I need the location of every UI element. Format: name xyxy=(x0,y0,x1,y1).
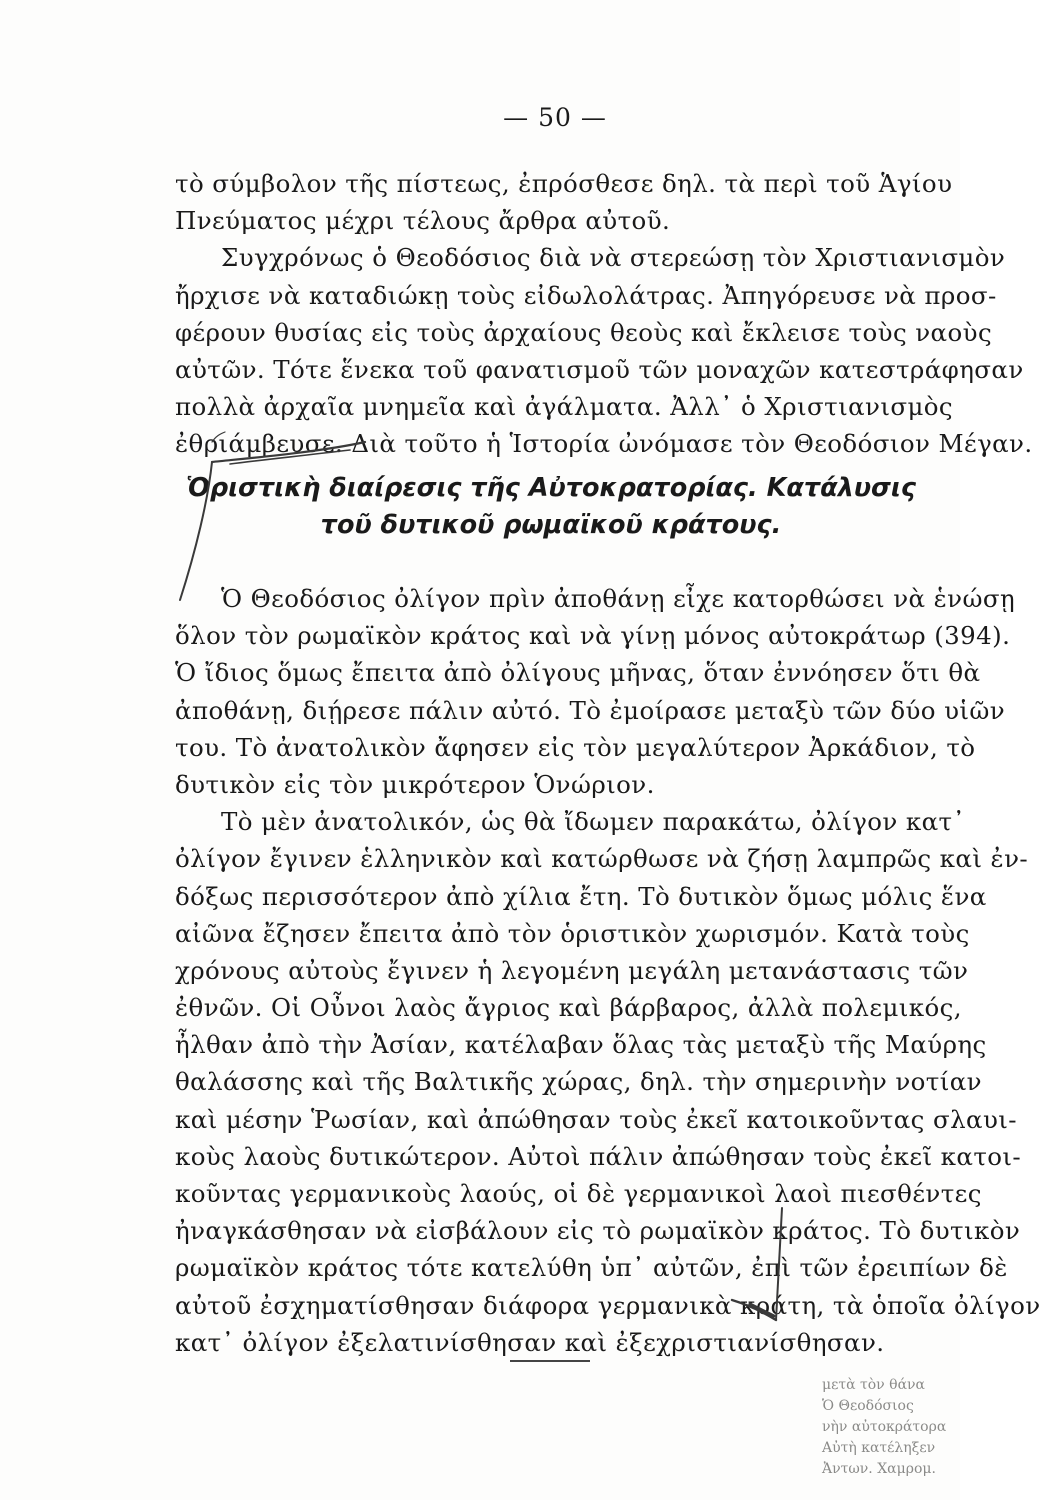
text-line: δυτικὸν εἰς τὸν μικρότερον Ὁνώριον. xyxy=(175,769,655,799)
page-number: — 50 — xyxy=(503,103,607,132)
text-line: ἐθριάμβευσε. Διὰ τοῦτο ἡ Ἱστορία ὠνόμασε τὸν Θεοδόσιον Μέγαν. xyxy=(175,429,1033,459)
text-line: τὸ σύμβολον τῆς πίστεως, ἐπρόσθεσε δηλ. τὰ περὶ τοῦ Ἁγίου xyxy=(175,169,953,198)
paragraphs-after-heading xyxy=(175,580,1041,1361)
bleed-line: Ὁ Θεοδόσιος xyxy=(822,1398,914,1414)
text-line: ἀποθάνῃ, διῄρεσε πάλιν αὐτό. Τὸ ἐμοίρασε μεταξὺ τῶν δύο υἱῶν xyxy=(175,695,1006,725)
text-line: καὶ μέσην Ῥωσίαν, καὶ ἀπώθησαν τοὺς ἐκεῖ κατοικοῦντας σλαυι- xyxy=(175,1104,1017,1134)
text-line: ὀλίγον ἔγινεν ἑλληνικὸν καὶ κατώρθωσε νὰ ζήσῃ λαμπρῶς καὶ ἐν- xyxy=(175,844,1029,874)
text-line: ἐθνῶν. Οἱ Οὖνοι λαὸς ἄγριος καὶ βάρβαρος, ἀλλὰ πολεμικός, xyxy=(175,993,962,1023)
text-line: ἠναγκάσθησαν νὰ εἰσβάλουν εἰς τὸ ρωμαϊκὸν κράτος. Τὸ δυτικὸν xyxy=(175,1216,1021,1246)
text-line: Ὁ ἴδιος ὅμως ἔπειτα ἀπὸ ὀλίγους μῆνας, ὅταν ἐννόησεν ὅτι θὰ xyxy=(175,658,981,688)
section-heading-line-2: τοῦ δυτικοῦ ρωμαϊκοῦ κράτους. xyxy=(320,510,782,540)
text-line: Ὁ Θεοδόσιος ὀλίγον πρὶν ἀποθάνῃ εἶχε κατορθώσει νὰ ἑνώσῃ xyxy=(221,584,1016,613)
text-line: φέρουν θυσίας εἰς τοὺς ἀρχαίους θεοὺς καὶ ἔκλεισε τοὺς ναοὺς xyxy=(175,317,993,347)
bleed-line: Ἀντων. Χαμρομ. xyxy=(822,1461,936,1477)
section-end-rule xyxy=(510,1360,590,1362)
text-line: Πνεύματος μέχρι τέλους ἄρθρα αὐτοῦ. xyxy=(175,206,671,236)
section-heading xyxy=(175,470,927,544)
text-line: του. Τὸ ἀνατολικὸν ἄφησεν εἰς τὸν μεγαλύτερον Ἀρκάδιον, τὸ xyxy=(175,732,976,762)
text-line: Συγχρόνως ὁ Θεοδόσιος διὰ νὰ στερεώσῃ τὸν Χριστιανισμὸν xyxy=(221,243,1006,273)
text-line: αἰῶνα ἔζησεν ἔπειτα ἀπὸ τὸν ὁριστικὸν χωρισμόν. Κατὰ τοὺς xyxy=(175,918,970,948)
text-line: θαλάσσης καὶ τῆς Βαλτικῆς χώρας, δηλ. τὴν σημερινὴν νοτίαν xyxy=(175,1067,982,1097)
text-line: Τὸ μὲν ἀνατολικόν, ὡς θὰ ἴδωμεν παρακάτω, ὀλίγον κατ᾽ xyxy=(221,807,966,837)
text-line: χρόνους αὐτοὺς ἔγινεν ἡ λεγομένη μεγάλη μετανάστασις τῶν xyxy=(175,955,969,985)
text-line: αὐτῶν. Τότε ἕνεκα τοῦ φανατισμοῦ τῶν μοναχῶν κατεστράφησαν xyxy=(175,354,1024,384)
text-line: ἤρχισε νὰ καταδιώκῃ τοὺς εἰδωλολάτρας. Ἀπηγόρευσε νὰ προσ- xyxy=(175,280,997,310)
text-line: δόξως περισσότερον ἀπὸ χίλια ἔτη. Τὸ δυτικὸν ὅμως μόλις ἕνα xyxy=(175,881,987,911)
text-line: αὐτοῦ ἐσχηματίσθησαν διάφορα γερμανικὰ κράτη, τὰ ὁποῖα ὀλίγον xyxy=(175,1290,1041,1320)
section-heading-line-1: Ὁριστικὴ διαίρεσις τῆς Αὐτοκρατορίας. Κατάλυσις xyxy=(186,473,916,503)
text-line: ἦλθαν ἀπὸ τὴν Ἀσίαν, κατέλαβαν ὅλας τὰς μεταξὺ τῆς Μαύρης xyxy=(175,1030,987,1060)
bleed-line: μετὰ τὸν θάνα xyxy=(822,1377,925,1393)
text-line: κοὺς λαοὺς δυτικώτερον. Αὐτοὶ πάλιν ἀπώθησαν τοὺς ἐκεῖ κατοι- xyxy=(175,1141,1022,1171)
paragraphs-before-heading xyxy=(175,165,1033,463)
text-line: ὅλον τὸν ρωμαϊκὸν κράτος καὶ νὰ γίνῃ μόνος αὐτοκράτωρ (394). xyxy=(175,621,1011,651)
bleed-line: νὴν αὐτοκράτορα xyxy=(822,1419,947,1435)
text-line: κοῦντας γερμανικοὺς λαούς, οἱ δὲ γερμανικοὶ λαοὶ πιεσθέντες xyxy=(175,1179,982,1208)
facing-page-bleed-through xyxy=(822,1375,960,1480)
text-line: ρωμαϊκὸν κράτος τότε κατελύθη ὑπ᾽ αὐτῶν, ἐπὶ τῶν ἐρειπίων δὲ xyxy=(175,1253,1008,1283)
text-line: κατ᾽ ὀλίγον ἐξελατινίσθησαν καὶ ἐξεχριστιανίσθησαν. xyxy=(175,1327,885,1357)
bleed-line: Αὐτὴ κατέληξεν xyxy=(822,1440,936,1456)
text-line: πολλὰ ἀρχαῖα μνημεῖα καὶ ἀγάλματα. Ἀλλ᾽ ὁ Χριστιανισμὸς xyxy=(175,392,954,422)
